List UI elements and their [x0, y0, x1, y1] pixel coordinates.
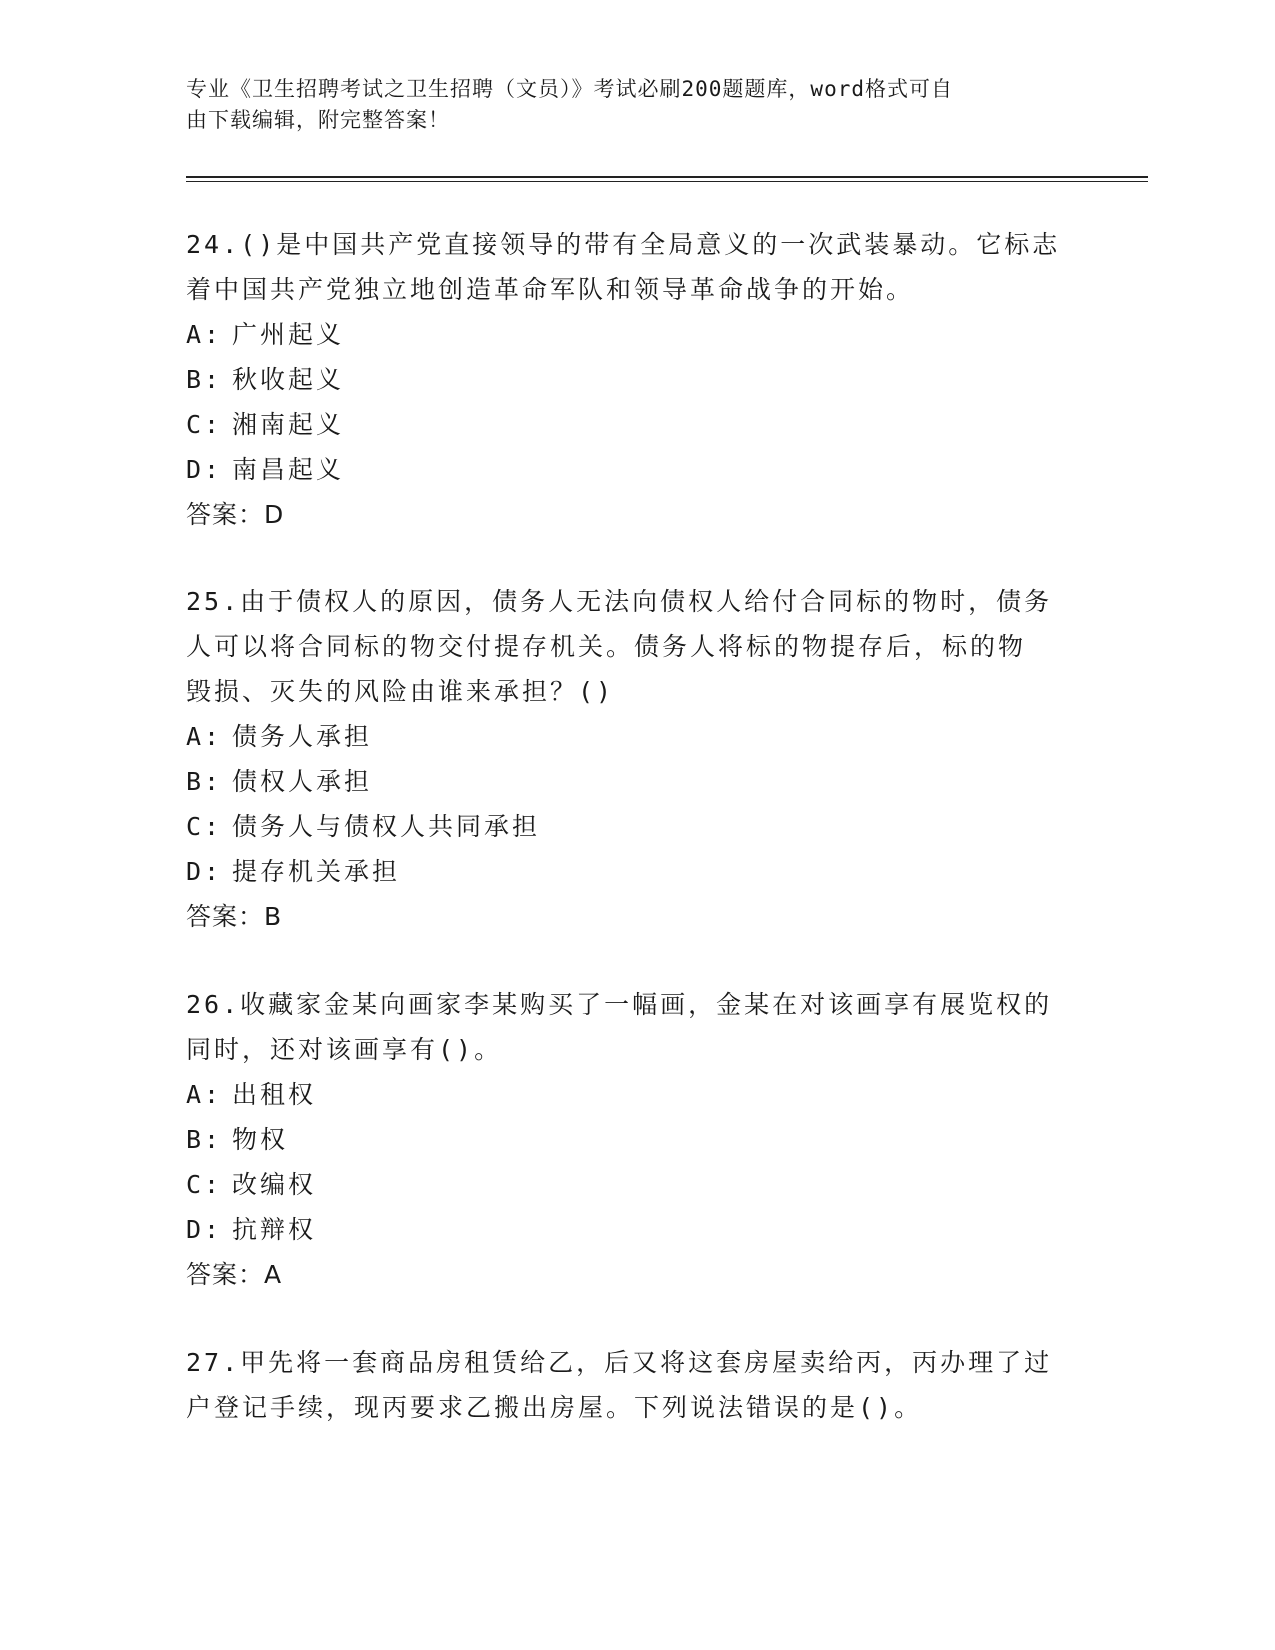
question-24	[186, 222, 1086, 537]
question-26	[186, 982, 1086, 1297]
question-25	[186, 579, 1086, 939]
question-text-line: 毁损、灭失的风险由谁来承担？()	[186, 677, 615, 706]
header-divider-thin	[186, 181, 1148, 182]
option-c: C: 改编权	[186, 1170, 317, 1199]
option-d: D: 南昌起义	[186, 455, 345, 484]
question-text-line: 27.甲先将一套商品房租赁给乙，后又将这套房屋卖给丙，丙办理了过	[186, 1348, 1053, 1377]
header-line-1: 专业《卫生招聘考试之卫生招聘（文员）》考试必刷200题题库，word格式可自	[186, 77, 953, 101]
option-c: C: 债务人与债权人共同承担	[186, 812, 541, 841]
answer: 答案：D	[186, 500, 285, 529]
option-b: B: 物权	[186, 1125, 289, 1154]
answer: 答案：B	[186, 902, 283, 931]
header-line-2: 由下载编辑，附完整答案！	[186, 108, 450, 132]
answer: 答案：A	[186, 1260, 283, 1289]
option-d: D: 抗辩权	[186, 1215, 317, 1244]
option-d: D: 提存机关承担	[186, 857, 401, 886]
option-a: A: 债务人承担	[186, 722, 373, 751]
option-c: C: 湘南起义	[186, 410, 345, 439]
option-b: B: 秋收起义	[186, 365, 345, 394]
question-27	[186, 1340, 1086, 1430]
question-text-line: 着中国共产党独立地创造革命军队和领导革命战争的开始。	[186, 275, 915, 304]
question-text-line: 24.()是中国共产党直接领导的带有全局意义的一次武装暴动。它标志	[186, 230, 1061, 259]
option-b: B: 债权人承担	[186, 767, 373, 796]
option-a: A: 广州起义	[186, 320, 345, 349]
header-divider-thick	[186, 176, 1148, 178]
question-text-line: 人可以将合同标的物交付提存机关。债务人将标的物提存后，标的物	[186, 632, 1027, 661]
question-text-line: 26.收藏家金某向画家李某购买了一幅画，金某在对该画享有展览权的	[186, 990, 1053, 1019]
question-text-line: 25.由于债权人的原因，债务人无法向债权人给付合同标的物时，债务	[186, 587, 1053, 616]
question-text-line: 同时，还对该画享有()。	[186, 1035, 503, 1064]
document-header	[186, 74, 1066, 136]
option-a: A: 出租权	[186, 1080, 317, 1109]
question-text-line: 户登记手续，现丙要求乙搬出房屋。下列说法错误的是()。	[186, 1393, 923, 1422]
